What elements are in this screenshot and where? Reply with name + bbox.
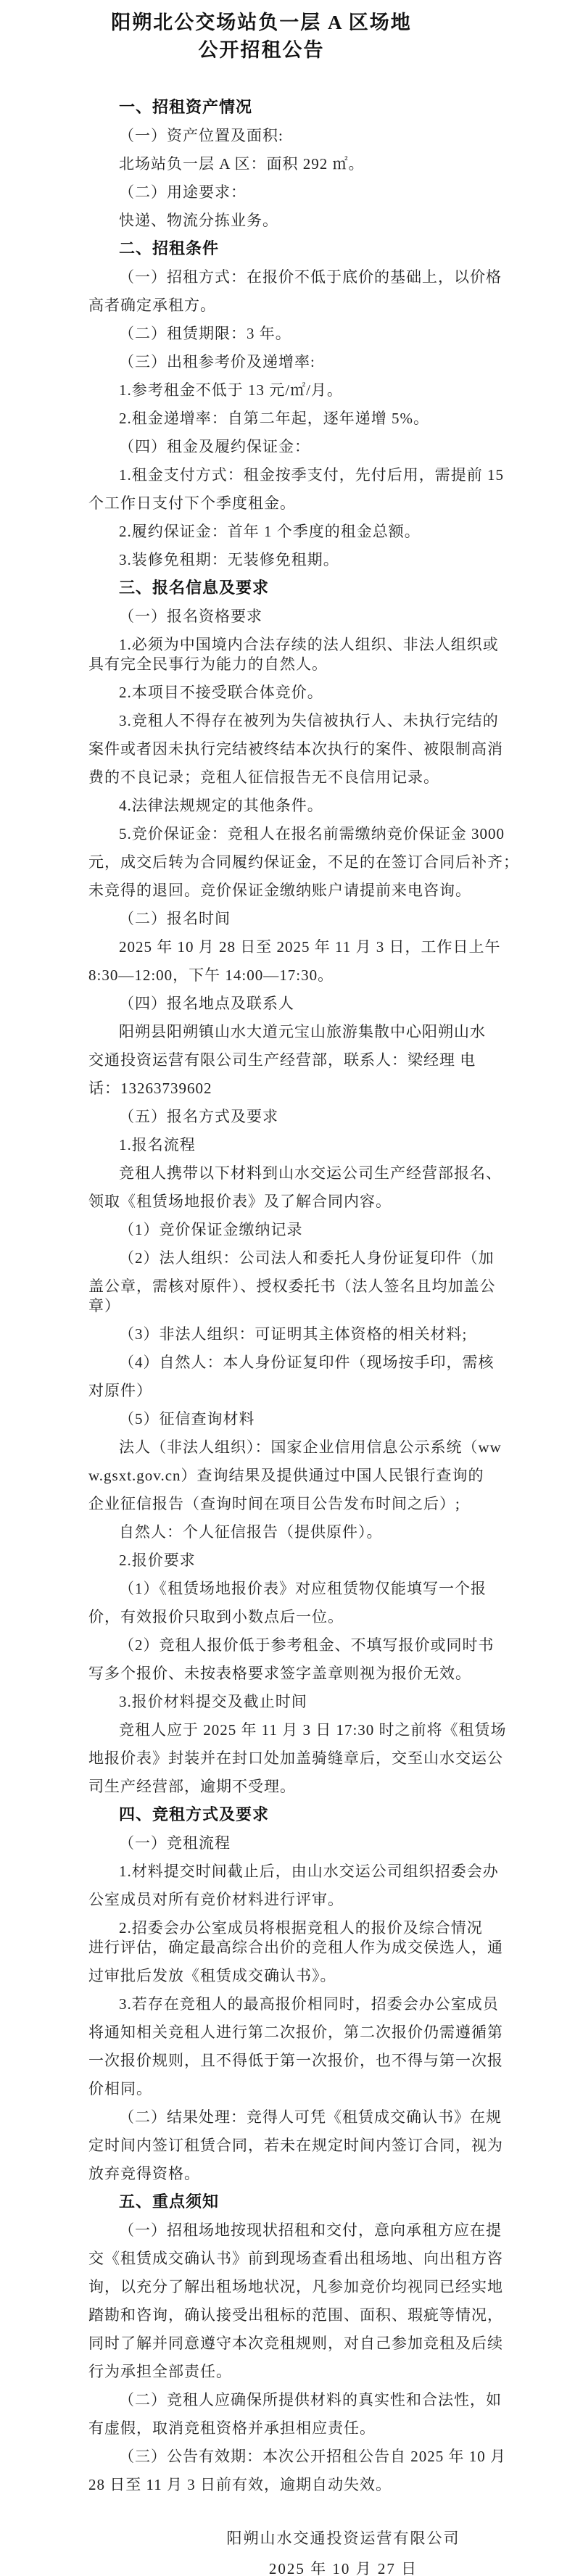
doc-line: 价相同。 [88, 2080, 152, 2097]
doc-line: 2.招委会办公室成员将根据竞租人的报价及综合情况 [119, 1919, 483, 1937]
doc-line: 公室成员对所有竞价材料进行评审。 [88, 1891, 344, 1908]
doc-line: （一）招租方式：在报价不低于底价的基础上，以价格 [119, 268, 502, 286]
doc-line: 竞租人携带以下材料到山水交运公司生产经营部报名、 [119, 1164, 502, 1182]
signature-date: 2025 年 10 月 27 日 [268, 2560, 418, 2576]
doc-line: 询，以充分了解出租场地状况，凡参加竞价均视同已经实地 [88, 2278, 503, 2295]
doc-line: 1.租金支付方式：租金按季支付，先付后用，需提前 15 [119, 466, 504, 484]
doc-line: 2.租金递增率：自第二年起，逐年递增 5%。 [119, 410, 429, 427]
doc-line: 1.参考租金不低于 13 元/㎡/月。 [119, 381, 343, 399]
doc-line: （4）自然人：本人身份证复印件（现场按手印，需核 [119, 1354, 495, 1371]
doc-line: （1）竞价保证金缴纳记录 [119, 1221, 303, 1238]
doc-line: 未竞得的退回。竞价保证金缴纳账户请提前来电咨询。 [88, 882, 471, 899]
doc-line: 2.履约保证金：首年 1 个季度的租金总额。 [119, 523, 421, 540]
doc-line: w.gsxt.gov.cn）查询结果及提供通过中国人民银行查询的 [88, 1467, 484, 1484]
doc-line: 话：13263739602 [88, 1080, 212, 1097]
doc-line: 元，成交后转为合同履约保证金，不足的在签订合同后补齐； [88, 853, 519, 871]
doc-line: 定时间内签订租赁合同，若未在规定时间内签订合同，视为 [88, 2137, 503, 2154]
doc-line: 五、重点须知 [119, 2192, 220, 2211]
doc-line: 企业征信报告（查询时间在项目公告发布时间之后）; [88, 1495, 460, 1512]
doc-line: 价，有效报价只取到小数点后一位。 [88, 1608, 344, 1625]
doc-line: 3.若存在竞租人的最高报价相同时，招委会办公室成员 [119, 1995, 499, 2013]
doc-line: 踏勘和咨询，确认接受出租标的范围、面积、瑕疵等情况， [88, 2306, 503, 2324]
doc-line: 8:30—12:00，下午 14:00—17:30。 [88, 966, 334, 984]
doc-line: （二）租赁期限：3 年。 [119, 325, 291, 342]
doc-line: 3.装修免租期：无装修免租期。 [119, 551, 339, 568]
doc-line: 过审批后发放《租赁成交确认书》。 [88, 1967, 336, 1984]
doc-line: （三）出租参考价及递增率: [119, 353, 315, 370]
doc-line: （二）结果处理：竞得人可凭《租赁成交确认书》在规 [119, 2108, 502, 2126]
doc-line: （四）租金及履约保证金： [119, 438, 310, 455]
doc-line: （五）报名方式及要求 [119, 1108, 278, 1125]
doc-line: 对原件） [88, 1382, 152, 1399]
doc-line: （3）非法人组织：可证明其主体资格的相关材料; [119, 1325, 468, 1343]
doc-line: （四）报名地点及联系人 [119, 995, 294, 1012]
doc-line: 2.报价要求 [119, 1552, 196, 1569]
doc-line: 快递、物流分拣业务。 [119, 212, 278, 229]
doc-line: （一）招租场地按现状招租和交付，意向承租方应在提 [119, 2221, 502, 2239]
doc-line: （2）法人组织：公司法人和委托人身份证复印件（加 [119, 1249, 495, 1267]
doc-line: 3.竞租人不得存在被列为失信被执行人、未执行完结的 [119, 712, 499, 729]
page-title-line-2: 公开招租公告 [198, 39, 325, 61]
page-title-line-1: 阳朔北公交场站负一层 A 区场地 [111, 12, 412, 33]
document-body [88, 94, 519, 2500]
doc-line: （二）报名时间 [119, 910, 231, 927]
doc-line: 4.法律法规规定的其他条件。 [119, 797, 323, 814]
doc-line: 地报价表》封装并在封口处加盖骑缝章后，交至山水交运公 [88, 1749, 503, 1767]
signature-company: 阳朔山水交通投资运营有限公司 [226, 2530, 460, 2547]
doc-line: 北场站负一层 A 区：面积 292 ㎡。 [119, 155, 365, 173]
doc-line: 同时了解并同意遵守本次竞租规则，对自己参加竞租及后续 [88, 2335, 503, 2352]
doc-line: 1.报名流程 [119, 1136, 196, 1154]
doc-line: 章） [88, 1297, 120, 1314]
doc-line: 将通知相关竞租人进行第二次报价，第二次报价仍需遵循第 [88, 2024, 503, 2041]
doc-line: 费的不良记录；竞租人征信报告无不良信用记录。 [88, 769, 439, 786]
doc-line: 2.本项目不接受联合体竞价。 [119, 684, 323, 701]
doc-line: 高者确定承租方。 [88, 297, 216, 314]
doc-line: 阳朔县阳朔镇山水大道元宝山旅游集散中心阳朔山水 [119, 1023, 486, 1040]
doc-line: 一次报价规则，且不得低于第一次报价，也不得与第一次报 [88, 2052, 503, 2069]
doc-line: 写多个报价、未按表格要求签字盖章则视为报价无效。 [88, 1665, 471, 1682]
doc-line: 5.竞价保证金：竞租人在报名前需缴纳竞价保证金 3000 [119, 825, 505, 842]
doc-line: 案件或者因未执行完结被终结本次执行的案件、被限制高消 [88, 740, 503, 758]
page-title [0, 0, 549, 64]
doc-line: 1.必须为中国境内合法存续的法人组织、非法人组织或 [119, 636, 499, 653]
doc-line: 盖公章，需核对原件）、授权委托书（法人签名且均加盖公 [88, 1277, 496, 1295]
doc-line: 3.报价材料提交及截止时间 [119, 1693, 307, 1710]
doc-line: （一）资产位置及面积: [119, 127, 284, 144]
doc-line: 司生产经营部，逾期不受理。 [88, 1778, 296, 1795]
doc-line: 竞租人应于 2025 年 11 月 3 日 17:30 时之前将《租赁场 [119, 1721, 507, 1739]
doc-line: （二）用途要求： [119, 183, 247, 201]
doc-line: 行为承担全部责任。 [88, 2363, 232, 2380]
doc-line: （二）竞租人应确保所提供材料的真实性和合法性，如 [119, 2391, 502, 2409]
signature-block [56, 2523, 575, 2576]
doc-line: 三、报名信息及要求 [119, 579, 270, 597]
doc-line: 一、招租资产情况 [119, 98, 253, 116]
doc-line: 交《租赁成交确认书》前到现场查看出租场地、向出租方咨 [88, 2250, 503, 2267]
doc-line: 自然人：个人征信报告（提供原件）。 [119, 1523, 383, 1541]
doc-line: （三）公告有效期：本次公开招租公告自 2025 年 10 月 [119, 2448, 506, 2465]
doc-line: 2025 年 10 月 28 日至 2025 年 11 月 3 日，工作日上午 [119, 938, 501, 956]
doc-line: 个工作日支付下个季度租金。 [88, 494, 296, 512]
doc-line: （5）征信查询材料 [119, 1410, 255, 1428]
doc-line: 四、竞租方式及要求 [119, 1805, 270, 1823]
doc-line: （1）《租赁场地报价表》对应租赁物仅能填写一个报 [119, 1580, 487, 1597]
doc-line: 具有完全民事行为能力的自然人。 [88, 655, 328, 673]
doc-line: 28 日至 11 月 3 日前有效，逾期自动失效。 [88, 2476, 392, 2493]
doc-line: （2）竞租人报价低于参考租金、不填写报价或同时书 [119, 1636, 495, 1654]
doc-line: 二、招租条件 [119, 239, 220, 257]
doc-line: 交通投资运营有限公司生产经营部，联系人：梁经理 电 [88, 1051, 476, 1069]
doc-line: 法人（非法人组织）：国家企业信用信息公示系统（ww [119, 1438, 502, 1456]
doc-line: 进行评估，确定最高综合出价的竞租人作为成交侯选人，通 [88, 1939, 503, 1956]
doc-line: 1.材料提交时间截止后，由山水交运公司组织招委会办 [119, 1863, 499, 1880]
doc-line: （一）竞租流程 [119, 1834, 231, 1852]
doc-line: 放弃竞得资格。 [88, 2165, 200, 2182]
doc-line: 领取《租赁场地报价表》及了解合同内容。 [88, 1193, 392, 1210]
doc-line: 有虚假，取消竞租资格并承担相应责任。 [88, 2419, 376, 2437]
doc-line: （一）报名资格要求 [119, 608, 262, 625]
